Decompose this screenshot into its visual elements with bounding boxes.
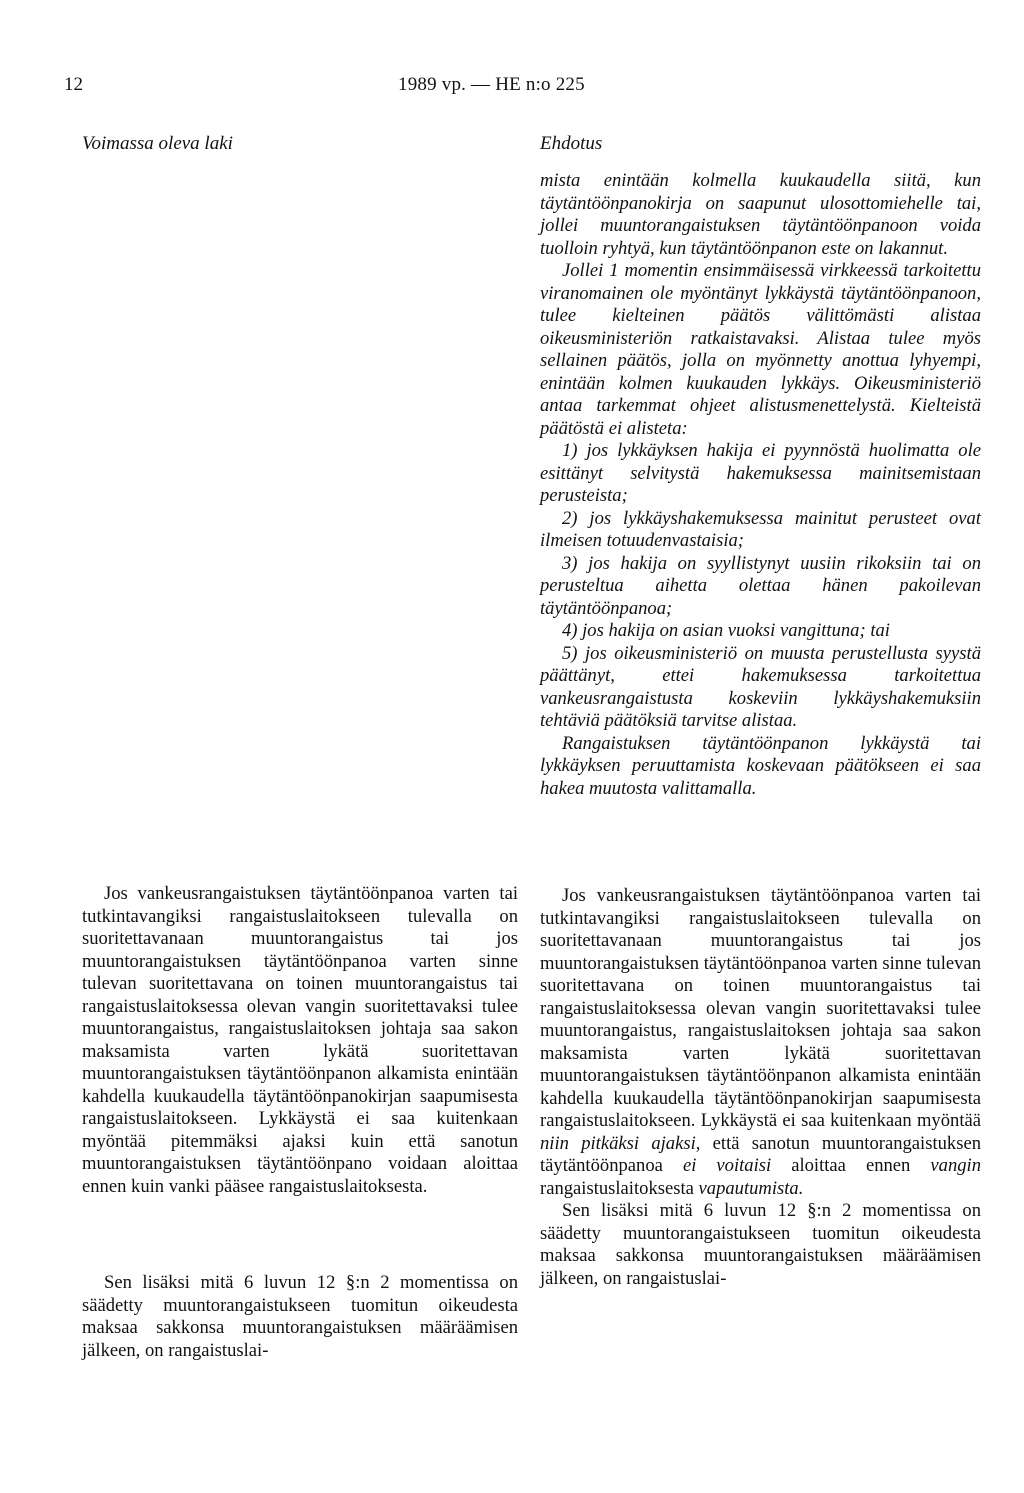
right-list-item-1: 1) jos lykkäyksen hakija ei pyynnöstä huolimatta ole esittänyt selvitystä hakemuksessa mainitsemistaan perusteista; [540,440,981,506]
right-italic-paragraph-1: mista enintään kolmella kuukaudella siitä, kun täytäntöönpanokirja on saapunut ulosottomiehelle tai, jollei muuntorangaistuksen täytäntöönpanoon voida tuolloin ryhtyä, kun täytäntöönpanon este on lakannut. [540,170,981,259]
right-mixed-text-1: Jos vankeusrangaistuksen täytäntöönpanoa varten tai tutkintavangiksi rangaistuslaitokseen tulevalla on suoritettavanaan muuntorangaistus tai jos muuntorangaistuksen täytäntöönpanoa varten sinne tulevan suoritettavana on toinen muuntorangaistus tai rangaistuslaitoksessa olevan vangin suoritettavaksi tulee muuntorangaistus, rangaistuslaitoksen johtaja saa sakon maksamista varten lykätä suoritettavan muuntorangaistuksen täytäntöönpanon alkamista enintään kahdella kuukaudella täytäntöönpanokirjan saapumisesta rangaistuslaitokseen. Lykkäystä ei saa kuitenkaan myöntää [540,885,981,1131]
right-mixed-text-2: , että sanotun muuntorangaistuksen täytäntöönpanoa [540,1132,981,1176]
right-proposal-italic-block [540,170,981,800]
right-proposal-mixed-block [540,885,981,1290]
right-list-item-5: 5) jos oikeusministeriö on muusta perustellusta syystä päättänyt, ettei hakemuksessa tarkoitettua vankeusrangaistusta koskeviin lykkäyshakemuksiin tehtäviä päätöksiä tarvitse alistaa. [540,642,981,731]
right-list-item-2: 2) jos lykkäyshakemuksessa mainitut perusteet ovat ilmeisen totuudenvastaisia; [540,507,981,551]
right-list-item-3: 3) jos hakija on syyllistynyt uusiin rikoksiin tai on perusteltua aihetta olettaa hänen pakoilevan täytäntöönpanoa; [540,552,981,619]
right-last-paragraph: Sen lisäksi mitä 6 luvun 12 §:n 2 momentissa on säädetty muuntorangaistukseen tuomitun oikeudesta maksaa sakkonsa muuntorangaistuksen määräämisen jälkeen, on rangaistuslai- [540,1200,981,1289]
right-column-heading: Ehdotus [540,133,603,154]
right-list-item-4: 4) jos hakija on asian vuoksi vangittuna; tai [562,620,890,641]
right-mixed-italic-4: vapautumista. [698,1177,804,1199]
right-mixed-italic-2: ei voitaisi [682,1155,772,1176]
left-paragraph-1: Jos vankeusrangaistuksen täytäntöönpanoa varten tai tutkintavangiksi rangaistuslaitokseen tulevalla on suoritettavanaan muuntorangaistus tai jos muuntorangaistuksen täytäntöönpanoa varten sinne tulevan suoritettavana on toinen muuntorangaistus tai rangaistuslaitoksessa olevan vangin suoritettavaksi tulee muuntorangaistus, rangaistuslaitoksen johtaja saa sakon maksamista varten lykätä suoritettavan muuntorangaistuksen täytäntöönpanon alkamista enintään kahdella kuukaudella täytäntöönpanokirjan saapumisesta rangaistuslaitokseen. Lykkäystä ei saa kuitenkaan myöntää pitemmäksi ajaksi kuin että sanotun muuntorangaistuksen täytäntöönpano voidaan aloittaa ennen kuin vanki pääsee rangaistuslaitoksesta. [82,883,518,1197]
right-mixed-text-3: aloittaa ennen [771,1155,931,1176]
right-mixed-text-4: rangaistuslaitoksesta [540,1177,699,1199]
right-italic-paragraph-2: Jollei 1 momentin ensimmäisessä virkkeessä tarkoitettu viranomainen ole myöntänyt lykkäystä täytäntöönpanoon, tulee kielteinen päätös välittömästi alistaa oikeusministeriön ratkaistavaksi. Alistaa tulee myös sellainen päätös, jolla on myönnetty anottua lyhyempi, enintään kolmen kuukauden lykkäys. Oikeusministeriö antaa tarkemmat ohjeet alistusmenettelystä. Kielteistä päätöstä ei alisteta: [540,260,981,439]
right-mixed-italic-1: niin pitkäksi ajaksi [540,1132,696,1154]
left-column-heading: Voimassa oleva laki [82,133,233,154]
page-header-title: 1989 vp. — HE n:o 225 [398,74,585,95]
right-italic-paragraph-appeal: Rangaistuksen täytäntöönpanon lykkäystä tai lykkäyksen peruuttamista koskevaan päätökseen ei saa hakea muutosta valittamalla. [540,732,981,799]
right-mixed-paragraph [540,885,981,1200]
page-number: 12 [64,74,83,95]
right-mixed-italic-3: vangin [930,1155,981,1176]
left-paragraph-2: Sen lisäksi mitä 6 luvun 12 §:n 2 momentissa on säädetty muuntorangaistukseen tuomitun oikeudesta maksaa sakkonsa muuntorangaistuksen määräämisen jälkeen, on rangaistuslai- [82,1272,518,1361]
